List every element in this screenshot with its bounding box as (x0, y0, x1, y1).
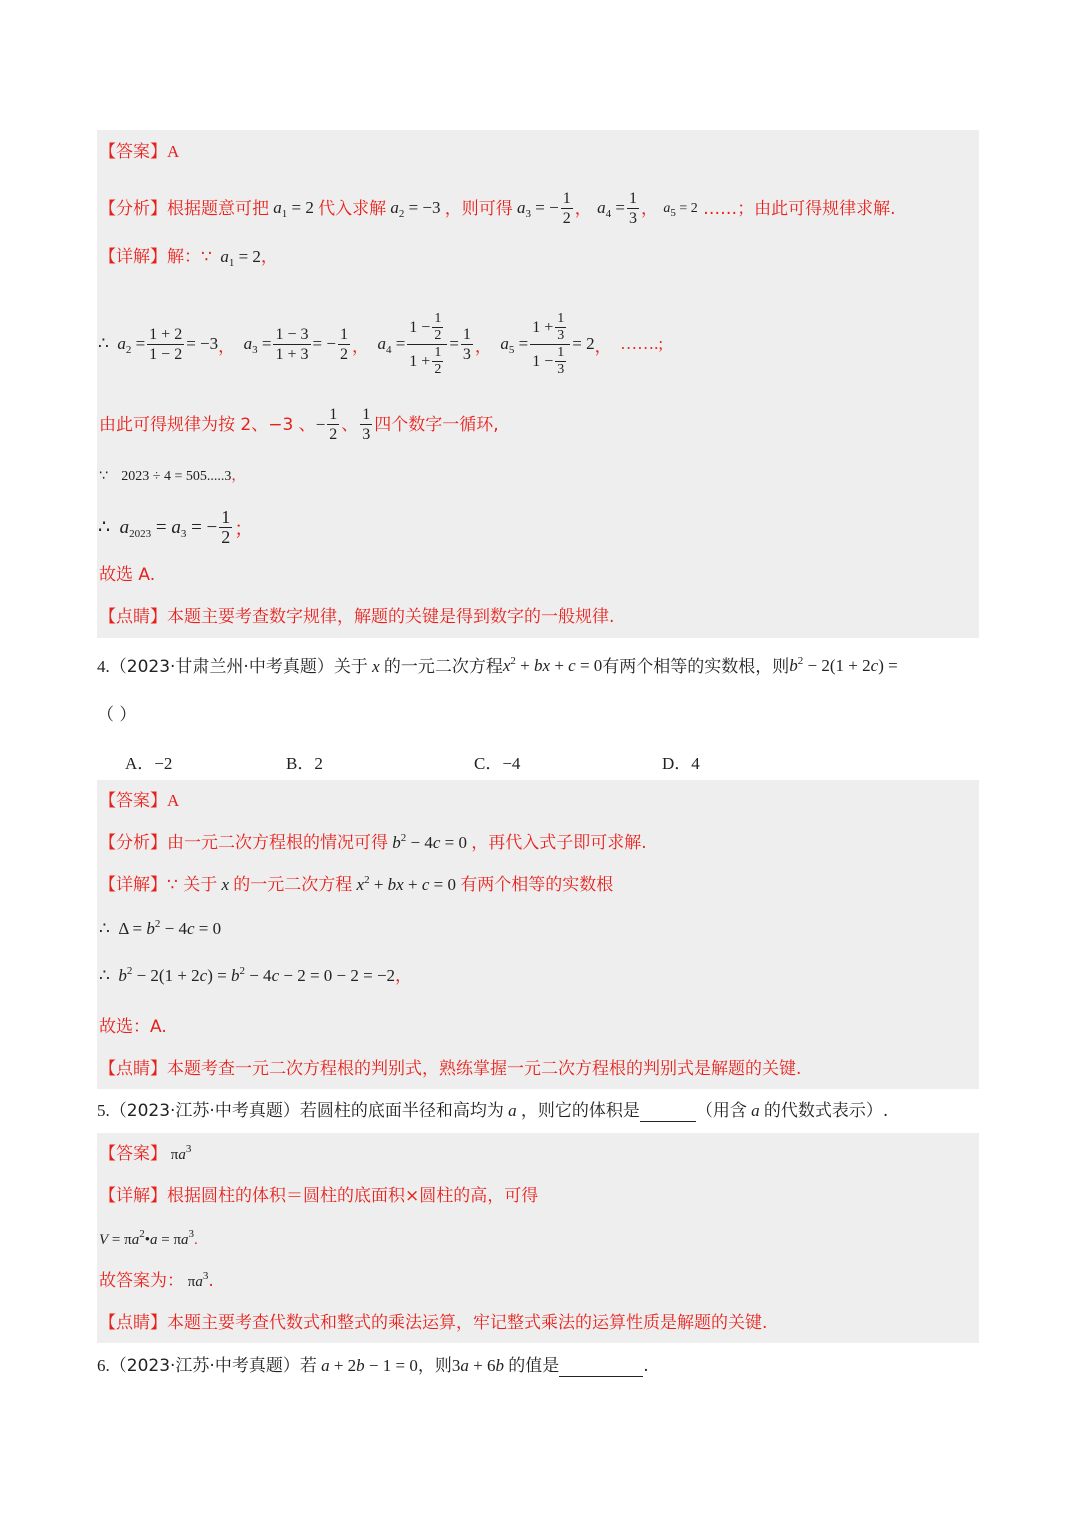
q4-comment: 【点睛】本题考查一元二次方程根的判别式，熟练掌握一元二次方程根的判别式是解题的关键. (99, 1059, 802, 1079)
q4-solution-box (97, 780, 979, 1089)
q4-option-d[interactable]: D．4 (662, 754, 700, 773)
q3-pattern: 由此可得规律为按 2、−3 、 − $\frac{1}{2}$ 、 $\frac{1}{3}$ 四个数字一循环, (99, 406, 499, 443)
q5-comment: 【点睛】本题主要考查代数式和整式的乘法运算，牢记整式乘法的运算性质是解题的关键. (99, 1313, 768, 1333)
q6-stem: 6.（2023·江苏·中考真题）若 a + 2b − 1 = 0，则3a + 6b 的值是 . (97, 1356, 649, 1376)
q3-detail: 【详解】解：∵ $a_1 = 2$， (99, 247, 278, 269)
q4-compute: ∴ $b^2 - 2(1 + 2c) = b^2 - 4c - 2 = 0 - 2 = -2$， (99, 965, 413, 985)
q4-delta: ∴ $\Delta = b^2 - 4c = 0$ (99, 918, 222, 938)
q5-formula: $V = \pi a^2•a = \pi a^3$. (99, 1228, 198, 1248)
q4-detail: 【详解】∵ 关于 x 的一元二次方程 $x^2$ + bx + c = 0 有两个相等的实数根 (99, 874, 614, 895)
q5-stem: 5.（2023·江苏·中考真题）若圆柱的底面半径和高均为 a ，则它的体积是 （用含 a 的代数式表示）. (97, 1101, 889, 1121)
q4-option-a[interactable]: A．−2 (125, 754, 173, 773)
q6-answer-blank[interactable] (559, 1358, 643, 1377)
q4-option-b[interactable]: B．2 (286, 754, 323, 773)
q4-stem: 4. （2023·甘肃兰州·中考真题） 关于 x 的一元二次方程 $x^2$ + bx + c = 0 有两个相等的实数根，则 $b^2 - 2(1 + 2c)$ = (97, 655, 898, 677)
q3-answer (99, 141, 179, 163)
q4-answer: 【答案】A (99, 791, 180, 811)
answer-label: 【答案】 (99, 142, 167, 162)
q3-because: ∵ 2023 ÷ 4 = 505.....3， (99, 468, 246, 484)
q3-therefore: ∴ $a_{2023} = a_3$ = − $\frac{1}{2}$ ； (98, 506, 254, 547)
q3-conclusion: 故选 A. (99, 565, 156, 585)
q3-comment: 【点睛】本题主要考查数字规律，解题的关键是得到数字的一般规律. (99, 607, 615, 627)
q4-paren: （ ） (97, 705, 137, 725)
q3-analysis: 【分析】 根据题意可把 $a_1 = 2$ 代入求解 $a_2 = -3$ ，则可得 $a_3$ = − $\frac{1}{2}$ ， $a_4$ = $\frac{1}{3}$ ， $a_5 = 2$ …… ；由此可得规律求解. (99, 190, 896, 227)
q4-analysis: 【分析】由一元二次方程根的情况可得 $b^2 - 4c = 0$ ，再代入式子即可求解. (99, 832, 647, 853)
q5-answer: 【答案】 $\pi a^3$ (99, 1143, 192, 1164)
q4-option-c[interactable]: C．−4 (474, 754, 521, 773)
q5-detail: 【详解】根据圆柱的体积＝圆柱的底面积×圆柱的高，可得 (99, 1186, 539, 1206)
answer-value: A (167, 142, 180, 161)
q4-conclusion: 故选：A. (99, 1017, 167, 1037)
q3-derivation: ∴ $a_2$ = $\frac{1 + 2}{1 - 2}$ = −3 ， $a_3$ = $\frac{1 - 3}{1 + 3}$ = − $\frac{1}{2}$ ， $a_4$ = 1 − $\frac{1}{2}$ 1 + $\frac{1}{2}$ = $\frac{1}{3}$ ， $a_5$ = 1 + $\frac{1}{3}$ 1 − $\frac{1}{3}$ = 2 ， …….; (98, 310, 664, 377)
q5-result: 故答案为： $\pi a^3$. (99, 1270, 214, 1291)
q5-answer-blank[interactable] (640, 1103, 696, 1122)
